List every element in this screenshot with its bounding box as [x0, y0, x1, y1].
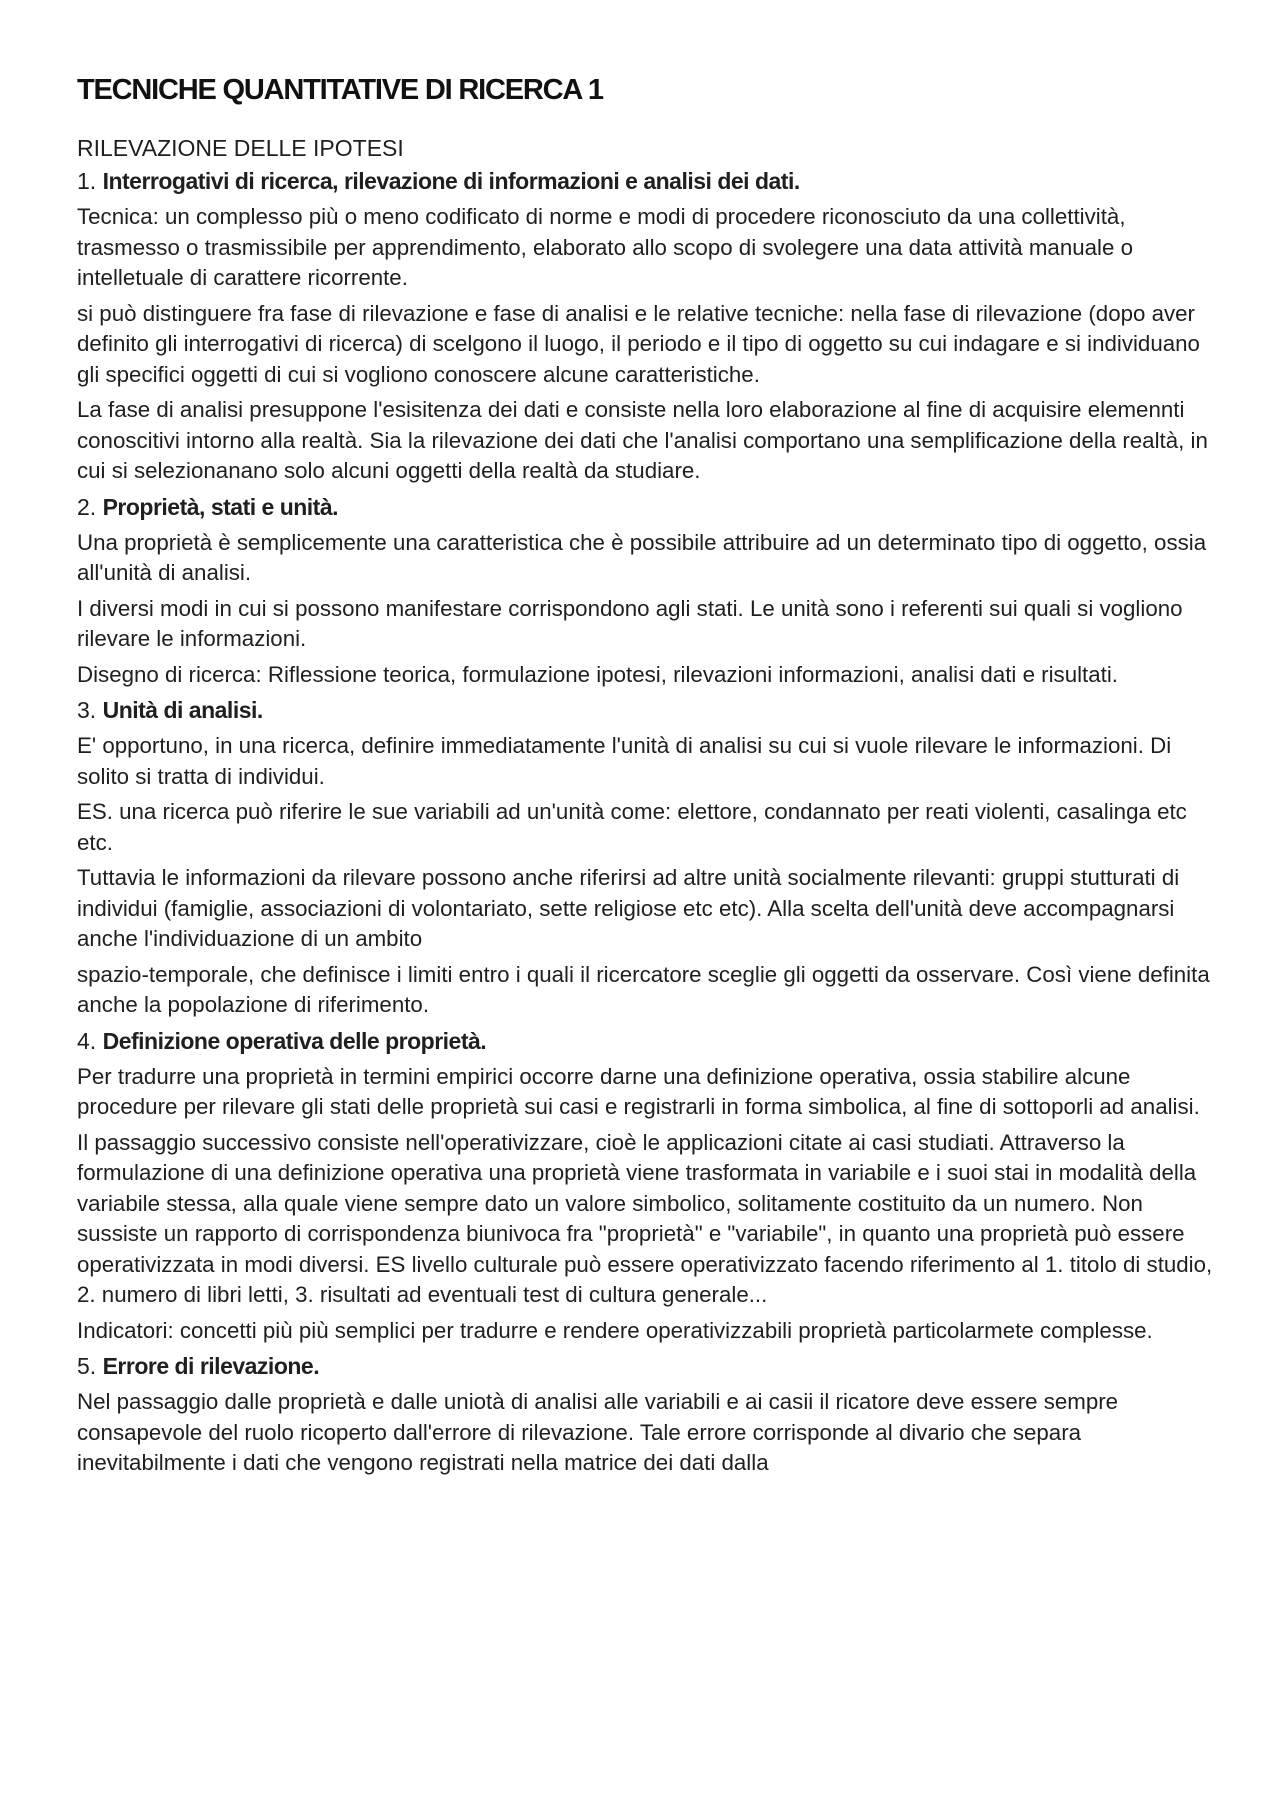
paragraph: spazio-temporale, che definisce i limiti entro i quali il ricercatore sceglie gli oggetti da osservare. Così viene definita anche la popolazione di riferimento. [77, 961, 1210, 1017]
paragraph: Disegno di ricerca: Riflessione teorica, formulazione ipotesi, rilevazioni informazioni, analisi dati e risultati. [77, 661, 1118, 687]
section-number: 5. [77, 1353, 97, 1379]
paragraph: si può distinguere fra fase di rilevazione e fase di analisi e le relative tecniche: nella fase di rilevazione (dopo aver definito gli interrogativi di ricerca) di scelgono il luogo, il periodo e il tipo di oggetto su cui indagare e si individuano gli specifici oggetti di cui si vogliono conoscere alcune caratteristiche. [77, 300, 1200, 387]
section-number: 1. [77, 168, 97, 194]
section-heading-text: Errore di rilevazione. [102, 1353, 320, 1379]
paragraph: ES. una ricerca può riferire le sue variabili ad un'unità come: elettore, condannato per reati violenti, casalinga etc etc. [77, 799, 1187, 855]
section-4 [77, 1026, 1227, 1347]
paragraph: I diversi modi in cui si possono manifestare corrispondono agli stati. Le unità sono i referenti sui quali si vogliono rilevare le informazioni. [77, 595, 1183, 651]
paragraph: Tuttavia le informazioni da rilevare possono anche riferirsi ad altre unità socialmente rilevanti: gruppi stutturati di individui (famiglie, associazioni di volontariato, sette religiose etc etc). Alla scelta dell'unità deve accompagnarsi anche l'individuazione di un ambito [77, 865, 1180, 951]
paragraph: Per tradurre una proprietà in termini empirici occorre darne una definizione operativa, ossia stabilire alcune procedure per rilevare gli stati delle proprietà sui casi e registrarli in forma simbolica, al fine di sottoporli ad analisi. [77, 1063, 1200, 1119]
section-heading-text: Definizione operativa delle proprietà. [102, 1027, 487, 1054]
section-1 [77, 166, 1227, 487]
document-subtitle: RILEVAZIONE DELLE IPOTESI [77, 135, 404, 161]
section-5 [77, 1351, 1227, 1479]
paragraph: Tecnica: un complesso più o meno codificato di norme e modi di procedere riconosciuto da una collettività, trasmesso o trasmissibile per apprendimento, elaborato allo scopo di svolegere una data attività manuale o intelletuale di carattere ricorrente. [77, 204, 1133, 290]
document-page [77, 72, 1227, 1484]
section-number: 4. [77, 1027, 97, 1054]
section-heading [77, 1026, 1227, 1057]
paragraph: Nel passaggio dalle proprietà e dalle uniotà di analisi alle variabili e ai casii il ricatore deve essere sempre consapevole del ruolo ricoperto dall'errore di rilevazione. Tale errore corrisponde al divario che separa inevitabilmente i dati che vengono registrati nella matrice dei dati dalla [77, 1389, 1119, 1475]
section-heading-text: Interrogativi di ricerca, rilevazione di informazioni e analisi dei dati. [102, 168, 800, 194]
section-number: 3. [77, 697, 97, 723]
section-heading-text: Unità di analisi. [102, 697, 263, 723]
section-heading-text: Proprietà, stati e unità. [102, 493, 339, 520]
paragraph: Il passaggio successivo consiste nell'operativizzare, cioè le applicazioni citate ai casi studiati. Attraverso la formulazione di una definizione operativa una proprietà viene trasformata in variabile e i suoi stai in modalità della variabile stessa, alla quale viene sempre dato un valore simbolico, solitamente costituito da un numero. Non sussiste un rapporto di corrispondenza biunivoca fra "proprietà" e "variabile", in quanto una proprietà può essere operativizzata in modi diversi. ES livello culturale può essere operativizzato facendo riferimento al 1. titolo di studio, 2. numero di libri letti, 3. risultati ad eventuali test di cultura generale... [77, 1129, 1213, 1307]
section-heading [77, 492, 1227, 523]
paragraph: E' opportuno, in una ricerca, definire immediatamente l'unità di analisi su cui si vuole rilevare le informazioni. Di solito si tratta di individui. [77, 733, 1172, 789]
section-heading [77, 166, 1227, 197]
section-number: 2. [77, 493, 97, 520]
section-3 [77, 695, 1227, 1021]
section-2 [77, 492, 1227, 691]
paragraph: Indicatori: concetti più più semplici per tradurre e rendere operativizzabili proprietà particolarmete complesse. [77, 1317, 1153, 1343]
section-heading [77, 695, 1227, 726]
paragraph: Una proprietà è semplicemente una caratteristica che è possibile attribuire ad un determinato tipo di oggetto, ossia all'unità di analisi. [77, 529, 1207, 585]
paragraph: La fase di analisi presuppone l'esisitenza dei dati e consiste nella loro elaborazione al fine di acquisire elemennti conoscitivi intorno alla realtà. Sia la rilevazione dei dati che l'analisi comportano una semplificazione della realtà, in cui si selezionanano solo alcuni oggetti della realtà da studiare. [77, 397, 1208, 483]
document-title: TECNICHE QUANTITATIVE DI RICERCA 1 [77, 74, 603, 106]
section-heading [77, 1351, 1227, 1382]
